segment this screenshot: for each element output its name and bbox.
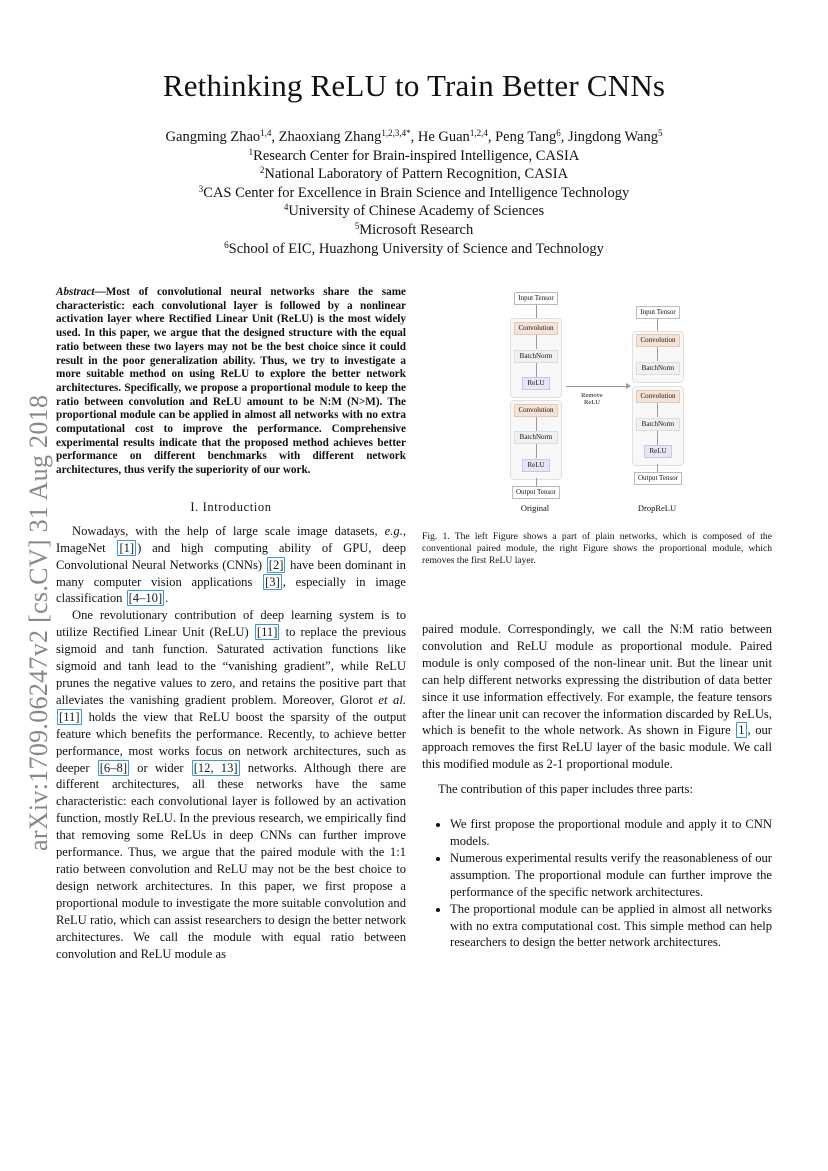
orig-label: Original xyxy=(520,503,550,513)
orig-input-box: Input Tensor xyxy=(514,292,558,305)
author-block xyxy=(0,128,828,258)
left-column xyxy=(56,286,406,962)
arxiv-watermark: arXiv:1709.06247v2 [cs.CV] 31 Aug 2018 xyxy=(24,394,53,851)
remove-relu-label: Remove ReLU xyxy=(581,392,603,406)
citation-link[interactable]: [2] xyxy=(268,557,284,572)
abstract: Abstract—Most of convolutional neural networks share the same characteristic: each convolutional layer is followed by a nonlinear activation layer where Rectified Linear Unit (ReLU) is the most widely used. In this paper, we argue that the designed structure with the equal ratio between these two layers may not be the best choice since it could result in the poor generalization ability. Thus, we try to investigate a more suitable method on using ReLU to explore the better network architectures. Specifically, we propose a proportional module to keep the ratio between convolution and ReLU amount to be N:M (N>M). The proportional module can be applied in almost all networks with no extra computational cost to improve the performance. Comprehensive experimental results indicate that the proposed method achieves better performance on different benchmarks with different network architectures, thus verify the superiority of our work. xyxy=(56,286,406,477)
orig-relu-box: ReLU xyxy=(522,459,550,472)
orig-batchnorm-box: BatchNorm xyxy=(514,431,558,444)
drop-label: DropReLU xyxy=(637,503,677,513)
figure-1-diagram xyxy=(500,288,700,518)
arrow-head xyxy=(626,383,631,389)
abstract-label: Abstract xyxy=(56,286,95,298)
affiliation: $^2$National Laboratory of Pattern Recognition, CASIA xyxy=(259,165,569,183)
arrow xyxy=(536,363,537,377)
arrow xyxy=(536,444,537,458)
citation-link[interactable]: [1] xyxy=(119,540,135,555)
arrow xyxy=(536,478,537,486)
paper-title: Rethinking ReLU to Train Better CNNs xyxy=(162,68,666,103)
affiliation: $^4$University of Chinese Academy of Sciences xyxy=(283,202,545,220)
section-heading-introduction: I. Introduction xyxy=(190,499,272,514)
list-item: • The proportional module can be applied in almost all networks with no extra computational cost. This simple method can help researchers to design the better network architectures. xyxy=(450,901,772,952)
arrow xyxy=(536,335,537,349)
orig-output-box: Output Tensor xyxy=(512,486,560,499)
drop-output-box: Output Tensor xyxy=(634,472,682,485)
drop-conv-box: Convolution xyxy=(636,334,680,347)
author-list: Gangming Zhao$^{1,4}$, Zhaoxiang Zhang$^{1,2,3,4*}$, He Guan$^{1,2,4}$, Peng Tang$^6$, Jingdong Wang$^5$ xyxy=(165,128,663,145)
arrow xyxy=(566,386,628,387)
arrow xyxy=(657,319,658,331)
arrow xyxy=(657,403,658,417)
affiliation: $^1$Research Center for Brain-inspired Intelligence, CASIA xyxy=(248,146,580,164)
orig-conv-box: Convolution xyxy=(514,404,558,417)
citation-link[interactable]: [6–8] xyxy=(99,760,128,775)
citation-link[interactable]: [4–10] xyxy=(128,591,163,606)
drop-relu-box: ReLU xyxy=(644,445,672,458)
intro-paragraph-1: Nowadays, with the help of large scale image datasets, e.g., ImageNet [1] ) and high computing ability of GPU, deep Convolutional Neural Networks (CNNs) [2] have been dominant in many computer vision applications [3] , especially in image classification [4–10] . xyxy=(56,523,406,606)
contribution-list xyxy=(422,816,772,951)
orig-relu-box: ReLU xyxy=(522,377,550,390)
drop-batchnorm-box: BatchNorm xyxy=(636,418,680,431)
affiliation: $^5$Microsoft Research xyxy=(354,220,474,238)
drop-batchnorm-box: BatchNorm xyxy=(636,362,680,375)
citation-link[interactable]: [3] xyxy=(265,574,280,589)
citation-link[interactable]: [11] xyxy=(59,709,80,724)
orig-batchnorm-box: BatchNorm xyxy=(514,350,558,363)
arrow xyxy=(536,417,537,431)
list-item: • We first propose the proportional module and apply it to CNN models. xyxy=(450,816,772,850)
citation-link[interactable]: [11] xyxy=(256,625,278,640)
right-paragraph-1: paired module. Correspondingly, we call the N:M ratio between convolution and ReLU module as proportional module. Paired module is only composed of the non-linear unit. But the linear unit can help different networks expressing the distribution of data better since it use information effectively. For example, the feature tensors after the linear unit can recover the information discarded by ReLUs, which is benefit to the whole network. As shown in Figure 1 , our approach removes the first ReLU layer of the basic module. We call this modified module as 2-1 proportional module. xyxy=(422,622,772,772)
arrow xyxy=(657,431,658,445)
arrow xyxy=(657,464,658,472)
intro-paragraph-2: One revolutionary contribution of deep learning system is to utilize Rectified Linear Unit (ReLU) [11] to replace the previous sigmoid and tanh function. Saturated activation functions like sigmoid and tanh lead to the “vanishing gradient”, while ReLU prunes the negative values to zero, and retains the positive part that alleviates the vanishing gradient problem. Moreover, Glorot et al. [11] holds the view that ReLU boost the sparsity of the output feature which benefits the performance. Recently, to achieve better performance, most works focus on network architectures, such as deeper [6–8] or wider [12, 13] networks. Although there are different architectures, all these networks have the same characteristic: each convolutional layer is followed by an activation function, mostly ReLU. In the previous research, we empirically find that removing some ReLUs in deep CNNs can further improve performance. Thus, we argue that the paired module with the 1:1 ratio between convolution and ReLU may not be the best choice to design network architectures. In this paper, we first propose a proportional module to investigate the more suitable convolution and ReLU ratio, which can assist researchers to design the better network architectures. We call the module with equal ratio between convolution and ReLU module as xyxy=(56,608,406,961)
affiliation: $^3$CAS Center for Excellence in Brain Science and Intelligence Technology xyxy=(198,183,630,201)
drop-conv-box: Convolution xyxy=(636,390,680,403)
right-column xyxy=(422,621,772,951)
list-item: • Numerous experimental results verify the reasonableness of our assumption. The proportional module can further improve the performance of the specific network architectures. xyxy=(450,850,772,901)
figure-link[interactable]: 1 xyxy=(738,723,745,738)
right-paragraph-2: The contribution of this paper includes three parts: xyxy=(438,782,693,797)
arrow xyxy=(536,305,537,318)
drop-input-box: Input Tensor xyxy=(636,306,680,319)
orig-conv-box: Convolution xyxy=(514,322,558,335)
figure-1-caption: Fig. 1. The left Figure shows a part of plain networks, which is composed of the conventional paired module, the right Figure shows the proportional module, which removes the first ReLU layer. xyxy=(422,531,772,567)
citation-link[interactable]: [12, 13] xyxy=(193,760,238,775)
arrow xyxy=(657,347,658,361)
affiliation: $^6$School of EIC, Huazhong University of Science and Technology xyxy=(224,239,604,257)
